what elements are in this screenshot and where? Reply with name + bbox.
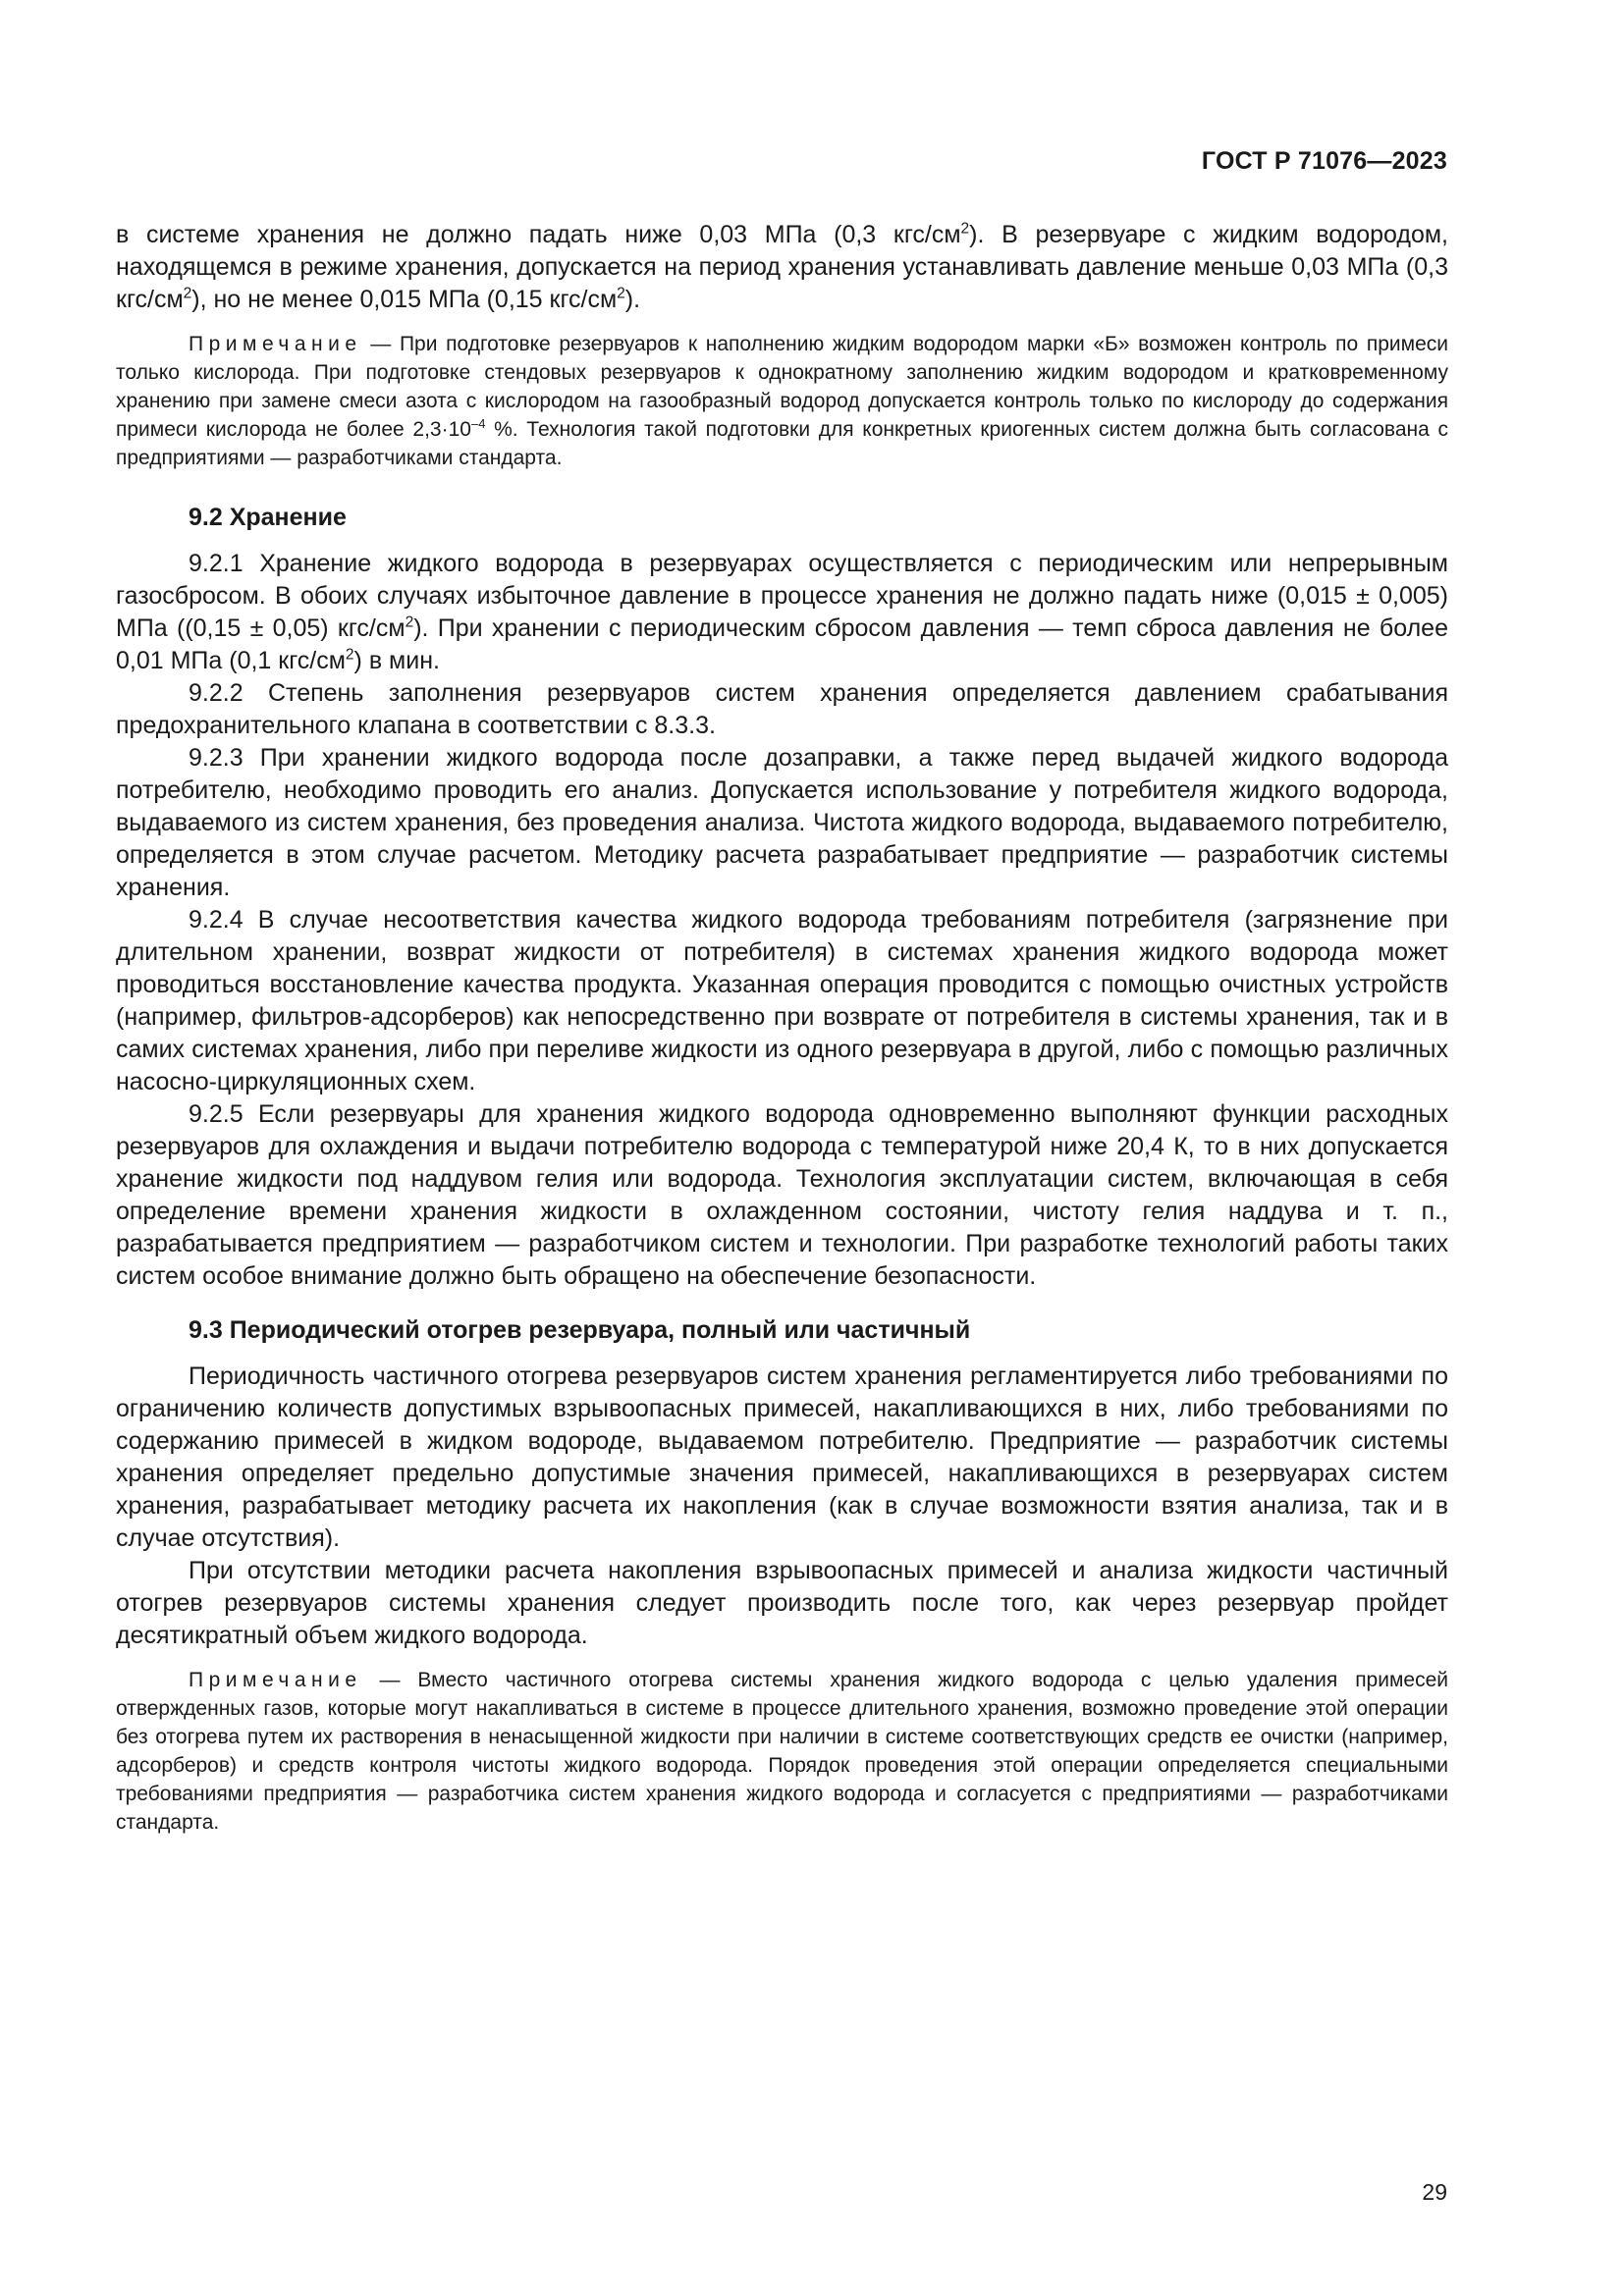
standard-code-header: ГОСТ Р 71076—2023 (1201, 147, 1447, 175)
page-number: 29 (1422, 2179, 1447, 2205)
text-run: ) в мин. (353, 647, 440, 674)
paragraph-9-3-1: Периодичность частичного отогрева резервуаров систем хранения регламентируется либо требованиями по ограничению количеств допустимых взрывоопасных примесей, накапливающихся в них, либо требованиями по содержанию примесей в жидком водороде, выдаваемом потребителю. Предприятие — разработчик системы хранения определяет предельно допустимые значения примесей, накапливающихся в резервуарах систем хранения, разрабатывает методику расчета их накопления (как в случае возможности взятия анализа, так и в случае отсутствия). (116, 1362, 1448, 1552)
paragraph-9-2-4: 9.2.4 В случае несоответствия качества жидкого водорода требованиям потребителя (загрязнение при длительном хранении, возврат жидкости от потребителя) в системах хранения жидкого водорода может проводиться восстановление качества продукта. Указанная операция проводится с помощью очистных устройств (например, фильтров-адсорберов) как непосредственно при возврате от потребителя в системы хранения, так и в самих системах хранения, либо при переливе жидкости из одного резервуара в другой, либо с помощью различных насосно-циркуляционных схем. (116, 906, 1448, 1095)
section-heading-9-3: 9.3 Периодический отогрев резервуара, полный или частичный (189, 1316, 971, 1344)
note-dash: — (361, 1669, 418, 1691)
note-dash: — (361, 333, 400, 355)
superscript: –4 (470, 416, 486, 431)
superscript: 2 (345, 646, 354, 664)
text-run: При подготовке резервуаров к наполнению жидким водородом марки «Б» возможен контроль по примеси только кислорода. При подготовке стендовых резервуаров к однократному заполнению жидким водородом и кратковременному хранению при замене смеси азота с кислородом на газообразный водород допускается контроль только по кислороду до содержания примеси кислорода не более 2,3·10 (116, 333, 1449, 441)
section-heading-9-2: 9.2 Хранение (189, 504, 347, 531)
note-label: Примечание (189, 1669, 362, 1691)
text-run: ). В резервуаре с жидким водородом, находящемся в режиме хранения, допускается на период хранения устанавливать давление меньше 0,03 МПа (0,3 кгс/см (116, 221, 1448, 313)
superscript: 2 (617, 285, 625, 302)
text-run: Вместо частичного отогрева системы хранения жидкого водорода с целью удаления примесей отвержденных газов, которые могут накапливаться в системе в процессе длительного хранения, возможно проведение этой операции без отогрева путем их растворения в ненасыщенной жидкости при наличии в системе соответствующих средств ее очистки (например, адсорберов) и средств контроля чистоты жидкого водорода. Порядок проведения этой операции определяется специальными требованиями предприятия — разработчика систем хранения жидкого водорода и согласуется с предприятиями — разработчиками стандарта. (116, 1669, 1448, 1834)
paragraph-9-2-2: 9.2.2 Степень заполнения резервуаров систем хранения определяется давлением срабатывания предохранительного клапана в соответствии с 8.3.3. (116, 679, 1448, 739)
paragraph-9-2-3: 9.2.3 При хранении жидкого водорода после дозаправки, а также перед выдачей жидкого водорода потребителю, необходимо проводить его анализ. Допускается использование у потребителя жидкого водорода, выдаваемого из систем хранения, без проведения анализа. Чистота жидкого водорода, выдаваемого потребителю, определяется в этом случае расчетом. Методику расчета разрабатывает предприятие — разработчик системы хранения. (116, 744, 1448, 901)
text-run: 9.2.1 Хранение жидкого водорода в резервуарах осуществляется с периодическим или непрерывным газосбросом. В обоих случаях избыточное давление в процессе хранения не должно падать ниже (0,015 ± 0,005) МПа ((0,15 ± 0,05) кгс/см (116, 550, 1448, 642)
paragraph-9-2-1 (116, 548, 1448, 677)
note-1 (116, 330, 1448, 472)
page-content (116, 219, 1448, 1837)
superscript: 2 (405, 614, 414, 631)
superscript: 2 (960, 220, 970, 238)
paragraph-9-2-5: 9.2.5 Если резервуары для хранения жидкого водорода одновременно выполняют функции расходных резервуаров для охлаждения и выдачи потребителю водорода с температурой ниже 20,4 К, то в них допускается хранение жидкости под наддувом гелия или водорода. Технология эксплуатации систем, включающая в себя определение времени хранения жидкости в охлажденном состоянии, чистоту гелия наддува и т. п., разрабатывается предприятием — разработчиком систем и технологии. При разработке технологий работы таких систем особое внимание должно быть обращено на обеспечение безопасности. (116, 1100, 1448, 1290)
text-run: ). При хранении с периодическим сбросом давления — темп сброса давления не более 0,01 МПа (0,1 кгс/см (116, 614, 1448, 674)
paragraph-9-3-2: При отсутствии методики расчета накопления взрывоопасных примесей и анализа жидкости частичный отогрев резервуаров системы хранения следует производить после того, как через резервуар пройдет десятикратный объем жидкого водорода. (116, 1557, 1448, 1649)
continuation-paragraph (116, 219, 1448, 316)
note-2 (116, 1666, 1448, 1837)
text-run: ). (624, 286, 641, 313)
superscript: 2 (183, 285, 192, 302)
text-run: ), но не менее 0,015 МПа (0,15 кгс/см (191, 286, 618, 313)
text-run: %. Технология такой подготовки для конкретных криогенных систем должна быть согласована с предприятиями — разработчиками стандарта. (116, 418, 1448, 469)
text-run: в системе хранения не должно падать ниже 0,03 МПа (0,3 кгс/см (116, 221, 961, 248)
note-label: Примечание (189, 333, 362, 355)
